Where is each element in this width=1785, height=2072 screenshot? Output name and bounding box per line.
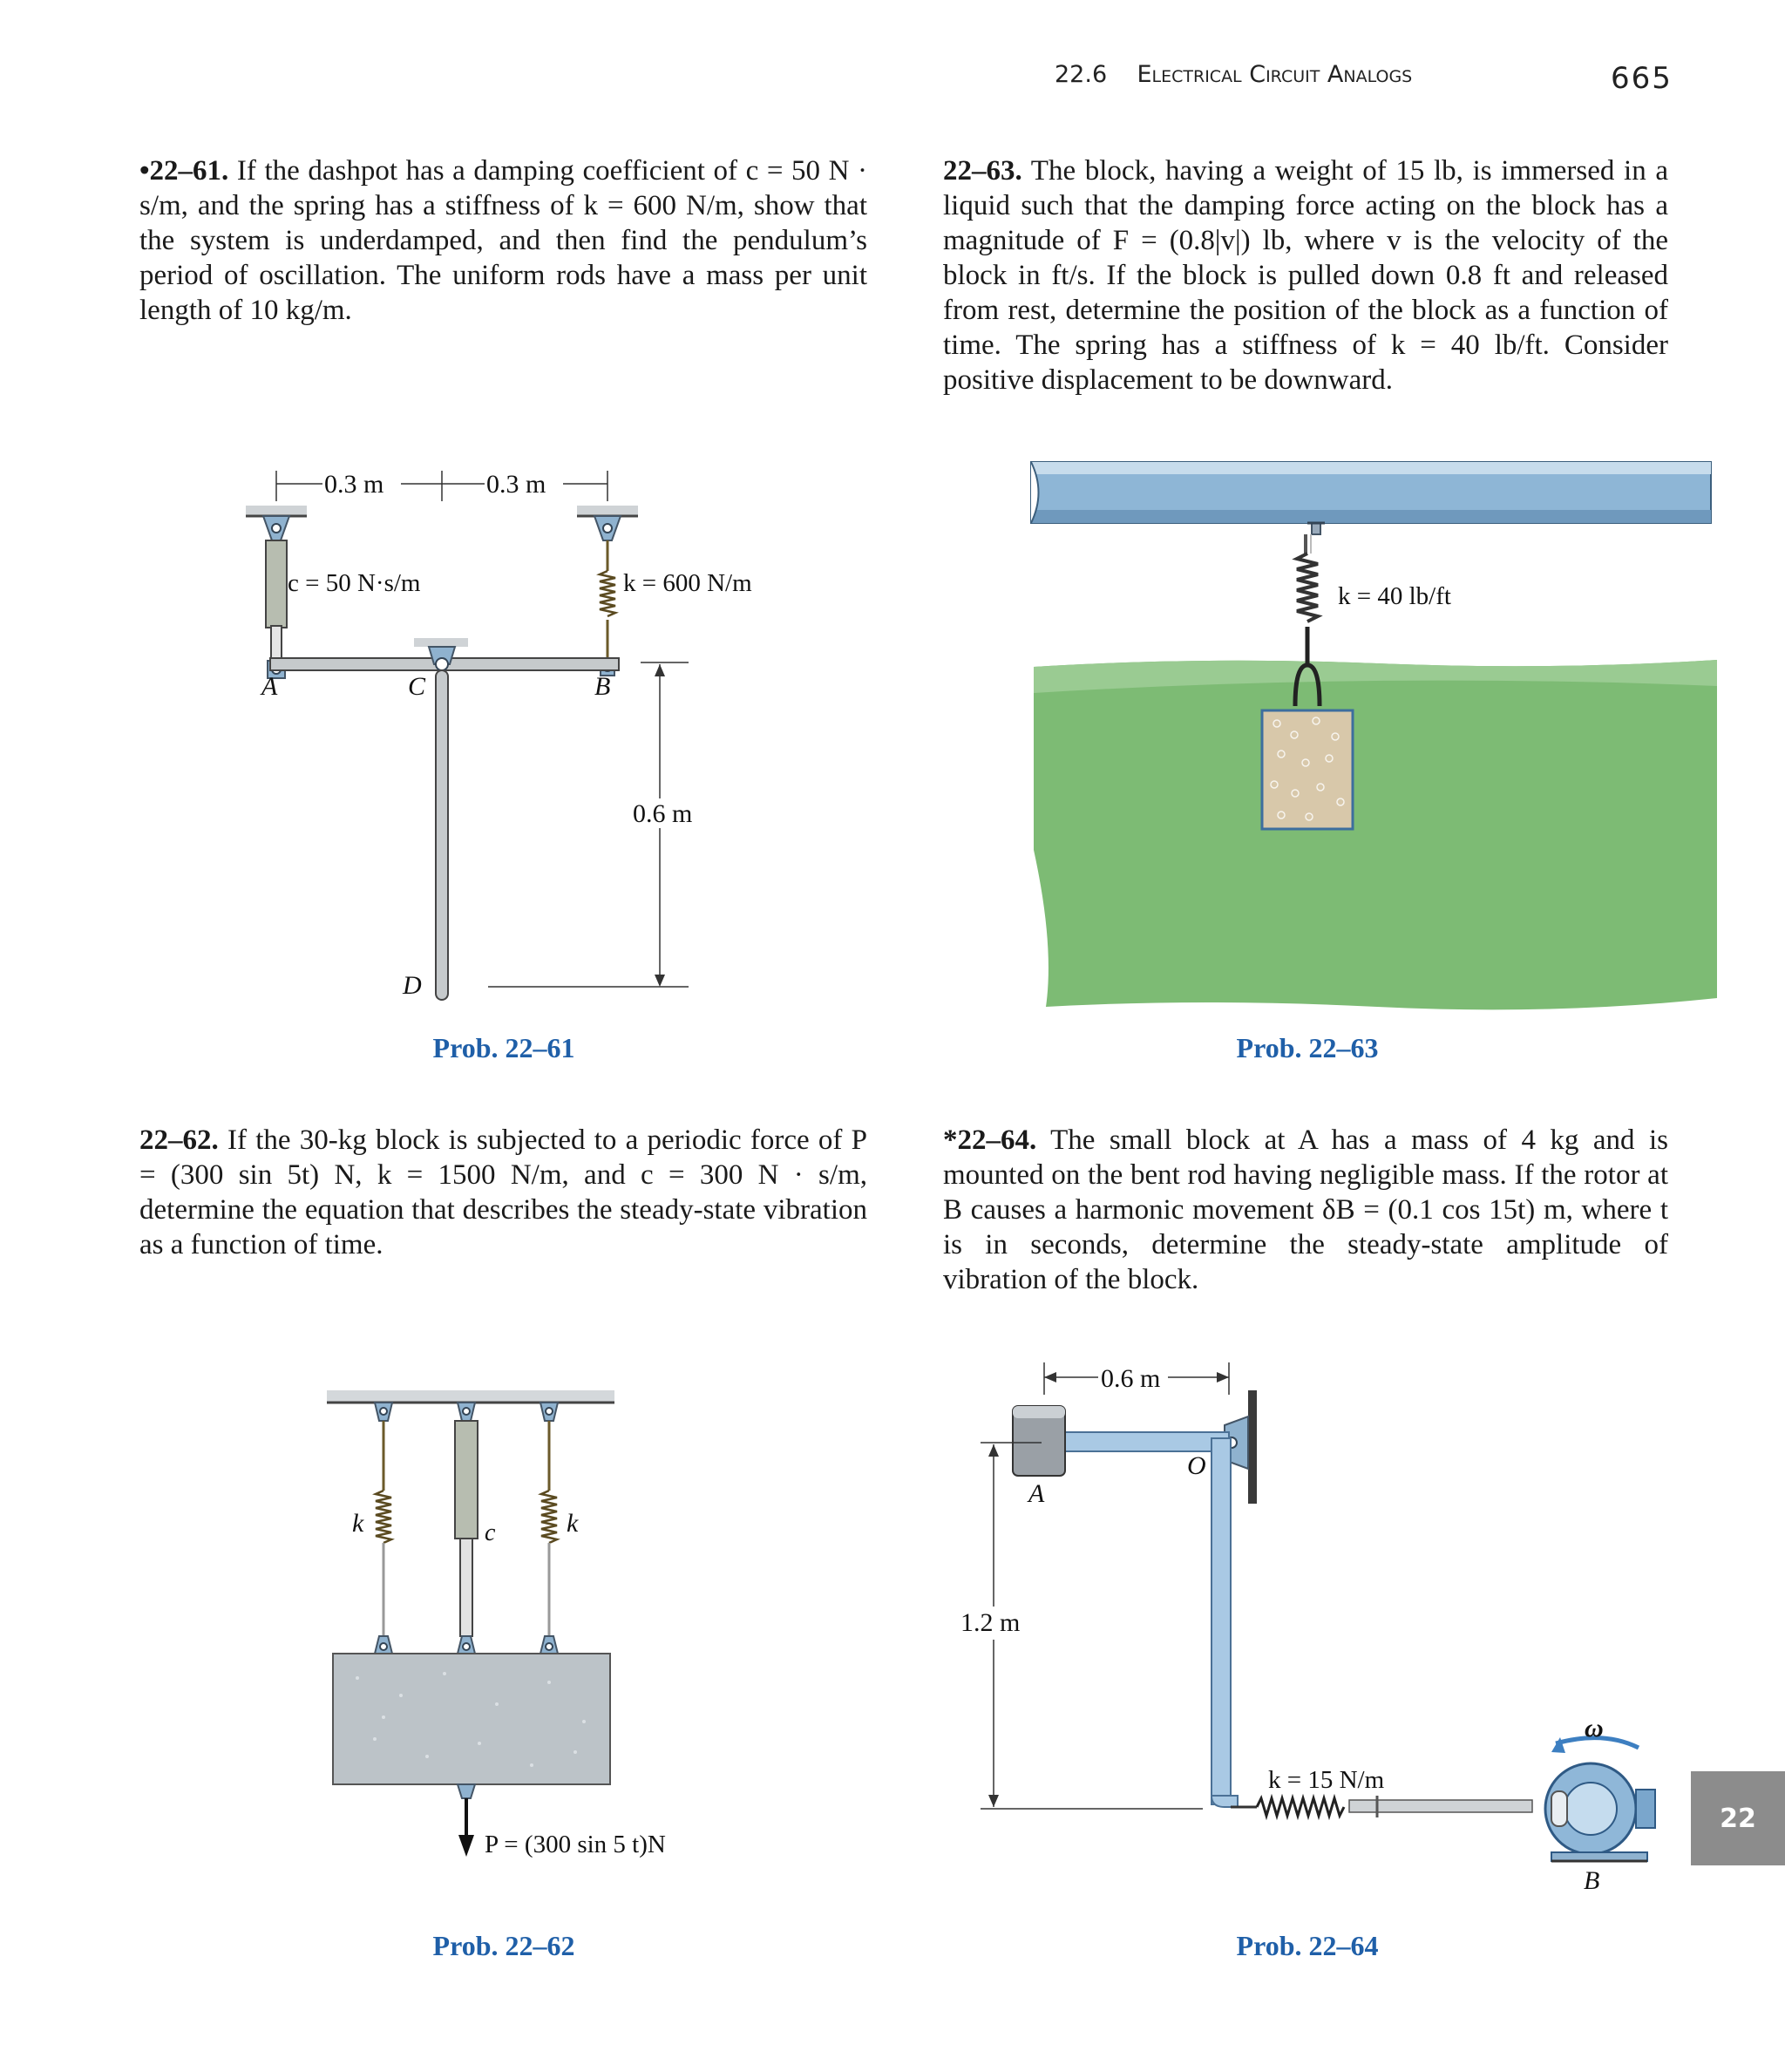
caption-22-61: Prob. 22–61 [432, 1032, 575, 1063]
point-d-label: D [403, 971, 422, 1000]
spring-left-label: k [352, 1509, 364, 1538]
problem-22-63 [943, 153, 1668, 397]
problem-id: *22–64. [943, 1124, 1037, 1156]
section-header [1055, 61, 1412, 88]
problem-22-61 [139, 153, 867, 328]
problem-text: The block, having a weight of 15 lb, is immersed in a liquid such that the damping force acting on the block has a magnitude of F = (0.8|v|) lb, where v is the velocity of the block in ft/s. If the block is pulled down 0.8 ft and released from rest, determine the position of the block as a function of time. The spring has a stiffness of k = 40 lb/ft. Consider positive displacement to be downward. [943, 155, 1668, 396]
dim-right-label: 0.3 m [486, 470, 546, 499]
figure-22-61 [227, 453, 802, 1011]
dim-vertical-label: 1.2 m [960, 1608, 1021, 1637]
problem-22-62 [139, 1123, 867, 1262]
point-a-label: A [1028, 1479, 1045, 1508]
section-title: Electrical Circuit Analogs [1137, 61, 1413, 88]
problem-22-64 [943, 1123, 1668, 1297]
problem-id: 22–63. [943, 155, 1022, 187]
point-o-label: O [1187, 1451, 1206, 1480]
dim-vertical-label: 0.6 m [633, 799, 693, 828]
point-a-label: A [261, 672, 278, 701]
dim-left-label: 0.3 m [324, 470, 384, 499]
section-number: 22.6 [1055, 61, 1108, 88]
spring-label: k = 600 N/m [623, 569, 752, 597]
caption-22-63: Prob. 22–63 [1236, 1032, 1379, 1063]
figure-22-62 [322, 1382, 706, 1861]
damper-label: c = 50 N·s/m [288, 569, 421, 597]
figure-22-64 [941, 1355, 1691, 1895]
spring-label: k = 15 N/m [1268, 1766, 1385, 1794]
caption-22-64: Prob. 22–64 [1236, 1930, 1379, 1961]
problem-id: 22–62. [139, 1124, 219, 1156]
caption-22-62: Prob. 22–62 [432, 1930, 575, 1961]
page-number: 665 [1611, 61, 1673, 96]
problem-id: •22–61. [139, 155, 229, 187]
spring-label: k = 40 lb/ft [1338, 582, 1451, 610]
damper-label: c [485, 1519, 496, 1546]
point-b-label: B [1584, 1866, 1600, 1895]
problem-text: If the dashpot has a damping coefficient of c = 50 N · s/m, and the spring has a stiffness of k = 600 N/m, show that the system is underdamped, and then find the pendulum’s period of oscillation. The uniform rods have a mass per unit length of 10 kg/m. [139, 155, 867, 326]
omega-label: ω [1585, 1714, 1604, 1743]
point-c-label: C [408, 672, 426, 701]
dim-horizontal-label: 0.6 m [1101, 1364, 1161, 1393]
force-label: P = (300 sin 5 t)N [485, 1831, 666, 1858]
spring-right-label: k [567, 1509, 579, 1538]
problem-text: If the 30-kg block is subjected to a periodic force of P = (300 sin 5t) N, k = 1500 N/m, and c = 300 N · s/m, determine the equation that describes the steady-state vibration as a function of time. [139, 1124, 867, 1260]
point-b-label: B [594, 672, 611, 701]
chapter-tab: 22 [1691, 1771, 1785, 1865]
figure-22-63 [1028, 458, 1717, 1011]
problem-text: The small block at A has a mass of 4 kg and is mounted on the bent rod having negligible mass. If the rotor at B causes a harmonic movement δB = (0.1 cos 15t) m, where t is in seconds, determine the steady-state amplitude of vibration of the block. [943, 1124, 1668, 1295]
